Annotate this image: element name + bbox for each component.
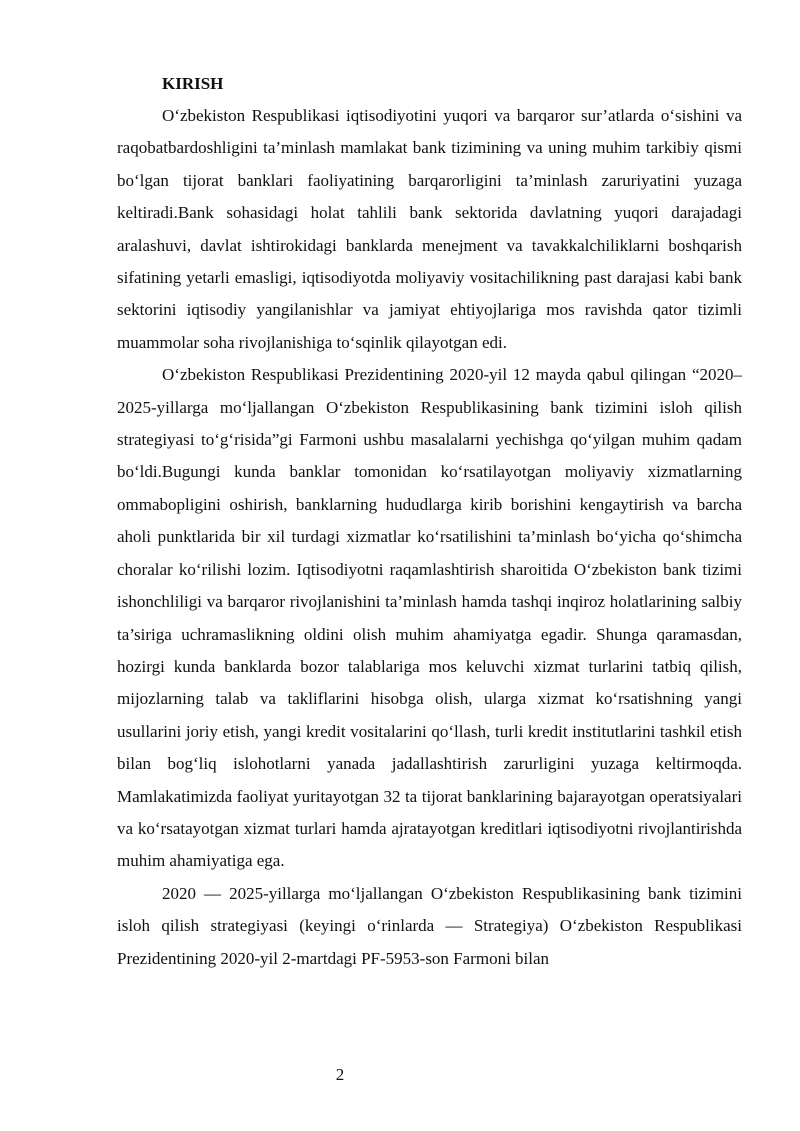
paragraph-2: O‘zbekiston Respublikasi Prezidentining 2020-yil 12 mayda qabul qilingan “2020–2025-yillarga mo‘ljallangan O‘zbekiston Respublikasining bank tizimini isloh qilish strategiyasi to‘g‘risida”gi Farmoni ushbu masalalarni yechishga qo‘yilgan muhim qadam bo‘ldi.Bugungi kunda banklar tomonidan ko‘rsatilayotgan moliyaviy xizmatlarning ommabopligini oshirish, banklarning hududlarga kirib borishini kengaytirish va barcha aholi punktlarida bir xil turdagi xizmatlar ko‘rsatilishini ta’minlash bo‘yicha qo‘shimcha choralar ko‘rilishi lozim. Iqtisodiyotni raqamlashtirish sharoitida O‘zbekiston bank tizimi ishonchliligi va barqaror rivojlanishini ta’minlash hamda tashqi inqiroz holatlarining salbiy ta’siriga uchramaslikning oldini olish muhim ahamiyatga egadir. Shunga qaramasdan, hozirgi kunda banklarda bozor talablariga mos keluvchi xizmat turlarini tatbiq qilish, mijozlarning talab va takliflarini hisobga olish, ularga xizmat ko‘rsatishning yangi usullarini joriy etish, yangi kredit vositalarini qo‘llash, turli kredit institutlarini tashkil etish bilan bog‘liq islohotlarni yanada jadallashtirish zarurligini yuzaga keltirmoqda. Mamlakatimizda faoliyat yuritayotgan 32 ta tijorat banklarining bajarayotgan operatsiyalari va ko‘rsatayotgan xizmat turlari hamda ajratayotgan kreditlari iqtisodiyotni rivojlantirishda muhim ahamiyatiga ega. — [117, 365, 742, 871]
page-body — [117, 74, 742, 975]
paragraph-1: O‘zbekiston Respublikasi iqtisodiyotini yuqori va barqaror sur’atlarda o‘sishini va raqobatbardoshligini ta’minlash mamlakat bank tizimining va uning muhim tarkibiy qismi bo‘lgan tijorat banklari faoliyatining barqarorligini ta’minlash zaruriyatini yuzaga keltiradi.Bank sohasidagi holat tahlili bank sektorida davlatning yuqori darajadagi aralashuvi, davlat ishtirokidagi banklarda menejment va tavakkalchiliklarni boshqarish sifatining yetarli emasligi, iqtisodiyotda moliyaviy vositachilikning past darajasi kabi bank sektorini iqtisodiy yangilanishlar va jamiyat ehtiyojlariga mos ravishda qator tizimli muammolar soha rivojlanishiga to‘sqinlik qilayotgan edi. — [117, 106, 742, 352]
section-heading: KIRISH — [162, 74, 224, 93]
paragraph-3: 2020 — 2025-yillarga mo‘ljallangan O‘zbekiston Respublikasining bank tizimini isloh qilish strategiyasi (keyingi o‘rinlarda — Strategiya) O‘zbekiston Respublikasi Prezidentining 2020-yil 2-martdagi PF-5953-son Farmoni bilan — [117, 883, 742, 968]
page-number: 2 — [335, 1065, 345, 1084]
